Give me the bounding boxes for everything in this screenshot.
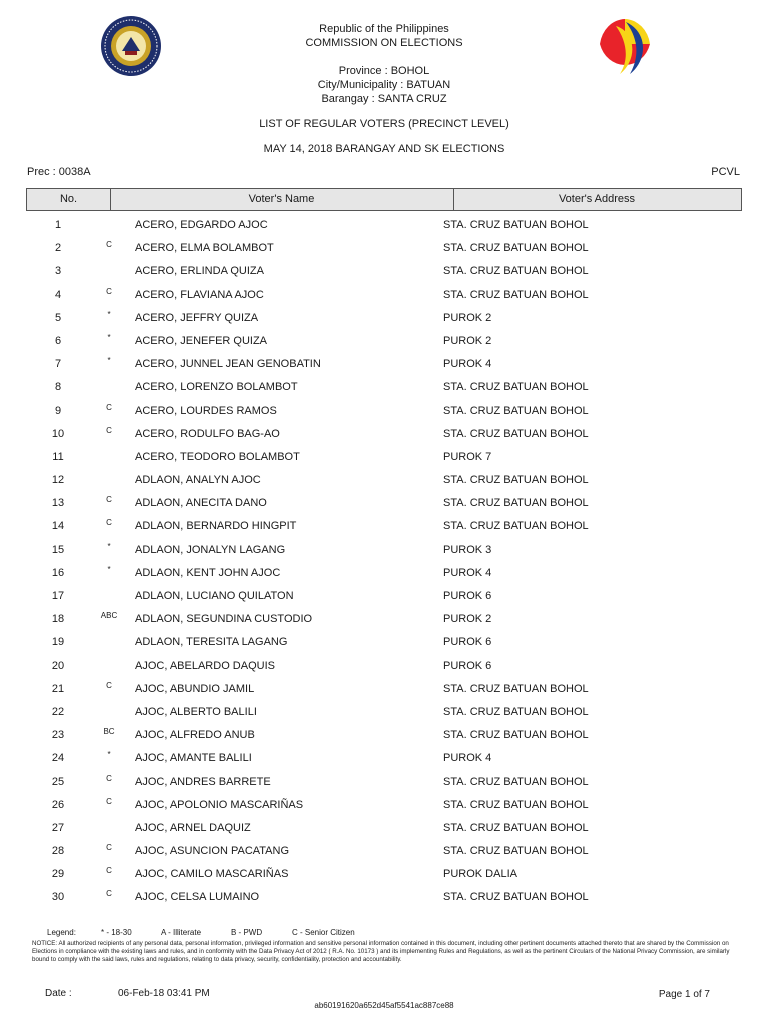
table-row — [26, 840, 742, 863]
row-mark: BC — [103, 727, 115, 737]
voter-name: AJOC, ALBERTO BALILI — [135, 705, 257, 718]
legend-label: Legend: — [47, 928, 76, 937]
voter-name: ACERO, JUNNEL JEAN GENOBATIN — [135, 358, 321, 371]
voter-address: STA. CRUZ BATUAN BOHOL — [443, 798, 589, 811]
voter-address: STA. CRUZ BATUAN BOHOL — [443, 404, 589, 417]
table-row — [26, 747, 742, 770]
row-number: 30 — [51, 891, 65, 904]
voter-name: AJOC, AMANTE BALILI — [135, 752, 252, 765]
table-row — [26, 307, 742, 330]
row-mark: * — [107, 564, 111, 574]
header-address: Voter's Address — [558, 193, 636, 205]
table-row — [26, 492, 742, 515]
voter-name: ADLAON, TERESITA LAGANG — [135, 636, 288, 649]
voter-name: AJOC, ABELARDO DAQUIS — [135, 659, 275, 672]
legend-item-pwd: B - PWD — [231, 928, 263, 937]
row-mark: C — [106, 796, 112, 806]
row-number: 19 — [51, 636, 65, 649]
row-number: 15 — [51, 543, 65, 556]
row-mark: C — [106, 286, 112, 296]
row-number: 27 — [51, 821, 65, 834]
voter-name: ADLAON, ANECITA DANO — [135, 497, 267, 510]
table-row — [26, 863, 742, 886]
voter-address: PUROK 2 — [443, 334, 492, 347]
voter-name: AJOC, ABUNDIO JAMIL — [135, 682, 255, 695]
row-number: 10 — [51, 427, 65, 440]
voter-name: ADLAON, JONALYN LAGANG — [135, 543, 286, 556]
row-number: 20 — [51, 659, 65, 672]
table-row — [26, 562, 742, 585]
row-mark: C — [106, 240, 112, 250]
voter-name: ACERO, ELMA BOLAMBOT — [135, 242, 274, 255]
row-mark: C — [106, 889, 112, 899]
voter-address: STA. CRUZ BATUAN BOHOL — [443, 682, 589, 695]
voter-name: ACERO, JEFFRY QUIZA — [135, 311, 259, 324]
row-number: 1 — [54, 219, 62, 231]
row-number: 2 — [54, 242, 62, 255]
row-number: 7 — [54, 358, 62, 371]
row-number: 11 — [52, 450, 64, 463]
row-mark: C — [106, 773, 112, 783]
voter-name: AJOC, ARNEL DAQUIZ — [135, 821, 251, 834]
voter-name: AJOC, ALFREDO ANUB — [135, 729, 255, 742]
legend-item-illiterate: A - Illiterate — [161, 928, 202, 937]
table-row — [26, 423, 742, 446]
header-location — [0, 64, 768, 106]
table-row — [26, 376, 742, 399]
date-label: Date : — [45, 988, 72, 999]
barangay-label: Barangay : SANTA CRUZ — [321, 93, 447, 105]
table-row — [26, 539, 742, 562]
table-row — [26, 817, 742, 840]
voter-name: ADLAON, ANALYN AJOC — [135, 474, 261, 487]
voter-address: PUROK 3 — [443, 543, 492, 556]
row-number: 23 — [51, 729, 65, 742]
row-mark: C — [106, 680, 112, 690]
voter-address: STA. CRUZ BATUAN BOHOL — [443, 821, 589, 834]
row-mark: C — [106, 495, 112, 505]
row-mark: C — [106, 866, 112, 876]
table-row — [26, 469, 742, 492]
voter-address: PUROK 4 — [443, 566, 492, 579]
voter-address: STA. CRUZ BATUAN BOHOL — [443, 775, 589, 788]
voter-address: PUROK 2 — [443, 311, 492, 324]
row-mark: C — [106, 425, 112, 435]
voter-name: ACERO, LORENZO BOLAMBOT — [135, 381, 298, 394]
table-row — [26, 794, 742, 817]
voter-name: ADLAON, KENT JOHN AJOC — [135, 566, 281, 579]
voter-address: STA. CRUZ BATUAN BOHOL — [443, 265, 589, 278]
row-number: 13 — [51, 497, 65, 510]
list-title: LIST OF REGULAR VOTERS (PRECINCT LEVEL) — [259, 118, 509, 130]
voter-address: STA. CRUZ BATUAN BOHOL — [443, 497, 589, 510]
header-no: No. — [27, 189, 111, 210]
precinct-label: Prec : 0038A — [27, 166, 91, 178]
voter-address: PUROK 6 — [443, 659, 492, 672]
table-row — [26, 886, 742, 909]
row-number: 3 — [54, 265, 62, 278]
voter-name: ADLAON, BERNARDO HINGPIT — [135, 520, 297, 533]
voter-address: STA. CRUZ BATUAN BOHOL — [443, 520, 589, 533]
voter-address: STA. CRUZ BATUAN BOHOL — [443, 427, 589, 440]
header-agency — [0, 22, 768, 50]
voter-name: ACERO, RODULFO BAG-AO — [135, 427, 280, 440]
voter-table-body — [26, 214, 742, 910]
voter-address: PUROK 7 — [443, 450, 492, 463]
table-row — [26, 771, 742, 794]
voter-name: ACERO, TEODORO BOLAMBOT — [135, 450, 300, 463]
voter-name: ACERO, JENEFER QUIZA — [135, 334, 268, 347]
voter-address: PUROK DALIA — [443, 868, 517, 881]
commission-title: COMMISSION ON ELECTIONS — [305, 37, 463, 49]
row-number: 22 — [51, 705, 65, 718]
republic-title: Republic of the Philippines — [319, 23, 449, 35]
voter-address: STA. CRUZ BATUAN BOHOL — [443, 381, 589, 394]
voter-address: PUROK 4 — [443, 358, 492, 371]
table-row — [26, 446, 742, 469]
date-value: 06-Feb-18 03:41 PM — [118, 988, 210, 999]
row-number: 16 — [51, 566, 65, 579]
voter-name: ADLAON, SEGUNDINA CUSTODIO — [135, 613, 313, 626]
row-number: 29 — [51, 868, 65, 881]
voter-address: STA. CRUZ BATUAN BOHOL — [443, 845, 589, 858]
row-number: 25 — [51, 775, 65, 788]
row-number: 8 — [54, 381, 62, 394]
voter-address: STA. CRUZ BATUAN BOHOL — [443, 891, 589, 904]
row-mark: * — [107, 332, 111, 342]
voter-name: ACERO, LOURDES RAMOS — [135, 404, 277, 417]
voter-address: STA. CRUZ BATUAN BOHOL — [443, 729, 589, 742]
row-number: 24 — [51, 752, 65, 765]
list-code: PCVL — [711, 166, 740, 178]
row-mark: * — [107, 541, 111, 551]
row-number: 6 — [54, 334, 62, 347]
voter-name: ACERO, ERLINDA QUIZA — [135, 265, 264, 278]
voter-name: ADLAON, LUCIANO QUILATON — [135, 590, 294, 602]
row-number: 9 — [54, 404, 62, 417]
voter-address: PUROK 4 — [443, 752, 492, 765]
header-name: Voter's Name — [110, 189, 454, 210]
row-number: 5 — [54, 311, 62, 324]
row-mark: ABC — [100, 611, 118, 621]
table-row — [26, 585, 742, 608]
page-number: Page 1 of 7 — [658, 989, 710, 1000]
voter-address: STA. CRUZ BATUAN BOHOL — [443, 242, 589, 255]
row-mark: C — [106, 518, 112, 528]
table-row — [26, 284, 742, 307]
row-number: 18 — [51, 613, 65, 626]
table-row — [26, 214, 742, 237]
table-row — [26, 330, 742, 353]
table-header — [26, 188, 742, 211]
voter-address: STA. CRUZ BATUAN BOHOL — [443, 219, 589, 231]
voter-address: STA. CRUZ BATUAN BOHOL — [443, 474, 589, 487]
table-row — [26, 400, 742, 423]
row-number: 26 — [51, 798, 65, 811]
voter-address: PUROK 6 — [443, 636, 492, 649]
row-mark: C — [106, 402, 112, 412]
voter-address: PUROK 2 — [443, 613, 492, 626]
document-hash: ab60191620a652d45af5541ac887ce88 — [314, 1001, 454, 1010]
voter-name: AJOC, ANDRES BARRETE — [135, 775, 271, 788]
legend-item-senior: C - Senior Citizen — [292, 928, 355, 937]
voter-address: STA. CRUZ BATUAN BOHOL — [443, 288, 589, 301]
table-row — [26, 515, 742, 538]
table-row — [26, 678, 742, 701]
table-row — [26, 608, 742, 631]
voter-name: ACERO, FLAVIANA AJOC — [135, 288, 264, 301]
voter-address: PUROK 6 — [443, 590, 492, 602]
table-row — [26, 724, 742, 747]
voter-name: AJOC, ASUNCION PACATANG — [135, 845, 290, 858]
voter-name: AJOC, CELSA LUMAINO — [135, 891, 260, 904]
row-number: 12 — [51, 474, 65, 487]
voter-address: STA. CRUZ BATUAN BOHOL — [443, 705, 589, 718]
row-mark: * — [107, 309, 111, 319]
province-label: Province : BOHOL — [338, 65, 430, 77]
legend-item-age: * - 18-30 — [101, 928, 132, 937]
row-mark: * — [107, 750, 111, 760]
voter-name: ACERO, EDGARDO AJOC — [135, 219, 268, 231]
row-number: 14 — [51, 520, 65, 533]
voter-name: AJOC, APOLONIO MASCARIÑAS — [135, 798, 304, 811]
privacy-notice: NOTICE: All authorized recipients of any personal data, personal information, privileged information and sensitive personal information contained in this document, including other pertinent documents attached thereto that are shared by the Commission on Elections in compliance with the existing laws and rules, and in conformity with the Data Privacy Act of 2012 ( R.A. No. 10173 ) and its implementing Rules and Regulations, as well as the pertinent Circulars of the National Privacy Commission, are similarly bound to comply with the said laws, rules and regulations, relating to data privacy, security, confidentiality, protection and accountability. — [32, 940, 730, 963]
election-title: MAY 14, 2018 BARANGAY AND SK ELECTIONS — [263, 143, 505, 155]
voter-name: AJOC, CAMILO MASCARIÑAS — [135, 868, 289, 881]
table-row — [26, 353, 742, 376]
row-mark: * — [107, 356, 111, 366]
row-number: 28 — [51, 845, 65, 858]
table-row — [26, 237, 742, 260]
table-row — [26, 701, 742, 724]
row-mark: C — [106, 843, 112, 853]
table-row — [26, 655, 742, 678]
city-label: City/Municipality : BATUAN — [317, 79, 451, 91]
row-number: 21 — [51, 682, 65, 695]
table-row — [26, 631, 742, 654]
row-number: 4 — [54, 288, 62, 301]
table-row — [26, 260, 742, 283]
row-number: 17 — [51, 590, 65, 602]
